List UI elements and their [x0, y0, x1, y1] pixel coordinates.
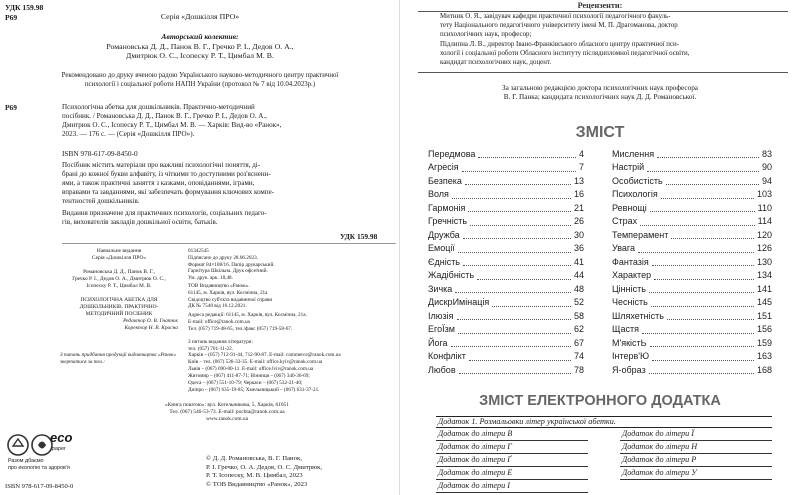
toc-entry	[612, 174, 772, 187]
toc-entry-page: 62	[573, 324, 584, 335]
toc-entry-page: 58	[573, 310, 584, 321]
toc-entry-title: Цінність	[612, 283, 646, 294]
toc-entry	[428, 282, 584, 295]
toc-entry-title: Фантазія	[612, 256, 649, 267]
code-mid: Р69	[5, 103, 17, 112]
toc-entry-title: Гречність	[428, 216, 468, 227]
toc-leader-dots	[477, 279, 571, 280]
publisher: ТОВ Видавництво «Ранок». 61145, м. Харків, вул. Космічна, 21а Свідоцтво суб'єкта видавничої справи ДК № 7548 від 16.12.2021.	[188, 283, 273, 310]
toc-leader-dots	[649, 373, 754, 374]
supplement-item-rule	[620, 466, 772, 467]
toc-entry-title: Темперамент	[612, 229, 669, 240]
toc-entry-title: Особистість	[612, 175, 663, 186]
toc-entry-page: 151	[756, 310, 772, 321]
supplement-item-rule	[620, 479, 772, 480]
toc-entry	[428, 350, 584, 363]
toc-entry-page: 90	[761, 162, 772, 173]
toc-entry-page: 67	[573, 337, 584, 348]
toc-entry-page: 44	[573, 270, 584, 281]
supplement-item: Додаток до літери Е	[438, 468, 513, 477]
annotation: Посібник містить матеріали про важливі психологічні поняття, ді- брані до кожної букви алфавіту, із чіткими то доступними роз'ясненн- ями, а також практичні заняття з казками, оповіданнями, іграми, вправами та завданнями, які забезпечать формування ключових компе- тентностей дошкільників.	[62, 161, 275, 205]
toc-leader-dots	[458, 252, 571, 253]
toc-entry-page: 163	[756, 351, 772, 362]
toc-leader-dots	[667, 319, 754, 320]
toc-entry-page: 130	[756, 256, 772, 267]
supplement-item: Додаток до літери Ї	[622, 429, 694, 438]
isbn-mid: ISBN 978-617-09-8450-0	[62, 149, 138, 158]
toc-entry	[612, 188, 772, 201]
supplement-item: Додаток до літери У	[622, 468, 697, 477]
toc-entry	[428, 161, 584, 174]
toc-entry	[428, 174, 584, 187]
toc-entry-page: 13	[573, 175, 584, 186]
toc-entry-page: 159	[756, 337, 772, 348]
udk-bottom: УДК 159.98	[340, 232, 378, 241]
supplement-item: Додаток до літери Ґ	[438, 455, 511, 464]
toc-entry	[612, 282, 772, 295]
supplement-item-rule	[436, 440, 588, 441]
toc-leader-dots	[457, 319, 571, 320]
toc-entry	[612, 269, 772, 282]
toc-entry	[428, 269, 584, 282]
toc-entry-page: 134	[756, 270, 772, 281]
reviewers-top-rule	[418, 11, 788, 12]
supplement-item-rule	[436, 492, 588, 493]
toc-entry	[428, 242, 584, 255]
toc-entry-page: 126	[756, 243, 772, 254]
toc-entry-page: 168	[756, 364, 772, 375]
toc-entry	[428, 255, 584, 268]
toc-entry-page: 120	[756, 229, 772, 240]
general-editing: За загальною редакцією доктора психологічних наук професора В. Г. Панка; кандидата психологічних наук Д. Д. Романовської.	[502, 84, 698, 102]
toc-entry-title: Емоції	[428, 243, 455, 254]
imprint-right-top: 01342545 Підписано до друку 28.06.2023. Формат 84×108/16. Папір друкарський. Гарнітура Шкільна. Друк офсетний. Ум. друк. арк. 18,48.	[188, 248, 275, 281]
toc-entry-title: Мислення	[612, 148, 655, 159]
reviewer-2: Підлипна Л. В., директор Івано-Франківського обласного центру практичної пси- хології і соціальної роботи Обласного інституту післядипломної педагогічної освіти, кандидат психологічних наук, доцент.	[440, 41, 690, 66]
toc-entry-title: ЕгоЇзм	[428, 324, 455, 335]
toc-entry-title: Воля	[428, 189, 449, 200]
toc-entry-title: Гармонія	[428, 202, 466, 213]
toc-entry	[428, 201, 584, 214]
toc-leader-dots	[651, 306, 754, 307]
toc-leader-dots	[463, 238, 571, 239]
toc-entry-title: Шляхетність	[612, 310, 664, 321]
toc-entry-page: 141	[756, 283, 772, 294]
toc-entry	[428, 188, 584, 201]
toc-entry	[612, 201, 772, 214]
reviewers-bottom-rule	[418, 72, 788, 73]
toc-entry	[428, 323, 584, 336]
editors: Редактор О. В. Гнатюк Коректор Н. В. Красна	[123, 318, 178, 332]
toc-entry	[428, 363, 584, 376]
toc-entry-title: Ревнощі	[612, 202, 647, 213]
toc-leader-dots	[647, 171, 759, 172]
toc-entry-page: 74	[573, 351, 584, 362]
contacts: Адреса редакції: 61145, м. Харків, вул. Космічна, 21а. E-mail: office@ranok.com.ua Тел. (057) 719-48-65, тел./факс (057) 719-58-67. З питань видання літератури: тел. (057) 701-11-22.	[188, 312, 307, 352]
toc-entry-title: Інтерв'Ю	[612, 351, 650, 362]
supplement-item: Додаток до літери Н	[622, 442, 698, 451]
toc-entry-page: 114	[757, 216, 772, 227]
toc-entry-title: Любов	[428, 364, 456, 375]
toc-entry-title: Страх	[612, 216, 638, 227]
toc-entry-page: 41	[573, 256, 584, 267]
supplement-item-rule	[436, 466, 588, 467]
supplement-item-rule	[436, 479, 588, 480]
toc-entry	[428, 296, 584, 309]
toc-entry	[612, 147, 772, 160]
toc-entry-title: Конфлікт	[428, 351, 466, 362]
toc-leader-dots	[671, 238, 754, 239]
toc-leader-dots	[650, 211, 755, 212]
supplement-item-rule	[620, 453, 772, 454]
bibliographic-description: Психологічна абетка для дошкільників. Практично-методичний посібник. / Романовська Д. Д., Панок В. Г., Гречко Р. І., Дедов О. А., Дмитрюк О. С., Ісопеску Р. Т., Цимбал М. В. — Харків: Вид-во «Ранок», 2023. — 176 с. — (Серія «Дошкілля ПРО»).	[62, 103, 282, 139]
toc-entry-page: 36	[573, 243, 584, 254]
toc-entry-page: 52	[573, 297, 584, 308]
supplement-intro: Додаток 1. Розмальовки літер української абетки.	[438, 417, 616, 426]
paper-label: paper	[52, 446, 66, 452]
toc-entry	[612, 161, 772, 174]
series-label: Серія «Дошкілля ПРО»	[160, 12, 240, 21]
toc-entry-page: 48	[573, 283, 584, 294]
toc-leader-dots	[650, 346, 754, 347]
toc-entry-page: 26	[573, 216, 584, 227]
toc-entry	[428, 228, 584, 241]
toc-entry-page: 4	[578, 148, 584, 159]
toc-leader-dots	[469, 360, 571, 361]
toc-entry-title: Увага	[612, 243, 635, 254]
supplement-intro-rule	[436, 427, 772, 428]
imprint-left: Навчальне видання Серія «Дошкілля ПРО» Романовська Д. Д., Панок В. Г., Гречко Р. І., Дедов О. А., Дмитрюк О. С., Ісопеску Р. Т., Цимбал М. В. ПСИХОЛОГІЧНА АБЕТКА ДЛЯ ДОШКІЛЬНИКІВ. ПРАКТИЧНО- МЕТОДИЧНИЙ ПОСІБНИК	[72, 248, 166, 318]
supplement-item-rule	[436, 453, 588, 454]
toc-entry-title: Зичка	[428, 283, 453, 294]
toc-leader-dots	[478, 157, 576, 158]
toc-entry-page: 7	[578, 162, 584, 173]
toc-entry-page: 103	[756, 189, 772, 200]
toc-entry	[612, 228, 772, 241]
toc-title: ЗМІСТ	[575, 124, 625, 141]
toc-leader-dots	[661, 198, 754, 199]
toc-entry	[612, 323, 772, 336]
toc-entry-page: 30	[573, 229, 584, 240]
contents-page	[400, 0, 800, 495]
toc-leader-dots	[452, 198, 571, 199]
toc-entry	[428, 215, 584, 228]
toc-leader-dots	[652, 265, 754, 266]
mail-order-shop: «Книга поштою»: вул. Котельникова, 5, Харків, 61051 Тел. (067) 546-53-73. E-mail: pochta@ranok.com.ua www.ranok.com.ua	[165, 402, 289, 423]
eco-tagline: Разом дбаємо про екологію та здоров'я	[8, 458, 70, 472]
toc-leader-dots	[640, 225, 755, 226]
toc-entry	[612, 309, 772, 322]
toc-entry-title: ДискрИмінація	[428, 297, 490, 308]
authors-list: Романовська Д. Д., Панок В. Г., Гречко Р. І., Дедов О. А., Дмитрюк О. С., Ісопеску Р. Т., Цимбал М. В.	[106, 42, 294, 61]
supplement-item-rule	[620, 440, 772, 441]
toc-entry	[428, 309, 584, 322]
toc-leader-dots	[657, 157, 759, 158]
toc-entry	[612, 350, 772, 363]
toc-entry-title: Передмова	[428, 148, 476, 159]
toc-entry-title: Ілюзія	[428, 310, 454, 321]
toc-entry-title: Агресія	[428, 162, 459, 173]
toc-leader-dots	[459, 373, 571, 374]
toc-entry	[612, 363, 772, 376]
toc-leader-dots	[451, 346, 571, 347]
isbn-bottom: ISBN 978-617-09-8450-0	[5, 483, 74, 490]
toc-entry-page: 110	[757, 202, 772, 213]
toc-entry	[612, 255, 772, 268]
toc-entry-title: Характер	[612, 270, 652, 281]
toc-leader-dots	[654, 279, 754, 280]
recommendation: Рекомендовано до друку вченою радою Українського науково-методичного центру практичної психології і соціальної роботи НАПН України (протокол № 7 від 10.04.2023р.)	[61, 72, 339, 88]
toc-leader-dots	[463, 265, 571, 266]
supplement-item: Додаток до літери В	[438, 429, 513, 438]
toc-entry-title: Я-образ	[612, 364, 646, 375]
toc-leader-dots	[465, 184, 571, 185]
toc-entry-title: Єдність	[428, 256, 461, 267]
reviewer-1: Митник О. Я., завідувач кафедри практичної психології педагогічного факуль- тету Національного педагогічного університету імені М. П. Драгоманова, доктор психологічних наук, професор;	[440, 13, 678, 38]
toc-entry-page: 78	[573, 364, 584, 375]
toc-leader-dots	[649, 292, 754, 293]
toc-entry	[612, 242, 772, 255]
toc-entry-title: Дружба	[428, 229, 460, 240]
toc-entry-page: 156	[756, 324, 772, 335]
toc-leader-dots	[638, 252, 754, 253]
udk-top: УДК 159.98	[5, 3, 44, 12]
reviewers-title: Рецензенти:	[577, 1, 623, 10]
toc-entry	[428, 336, 584, 349]
toc-leader-dots	[462, 171, 576, 172]
authors-title: Авторський колектив:	[161, 32, 239, 41]
code-top: Р69	[5, 13, 18, 22]
supplement-item: Додаток до літери Р	[622, 455, 697, 464]
toc-leader-dots	[470, 225, 571, 226]
toc-leader-dots	[492, 306, 571, 307]
toc-entry-title: Настрій	[612, 162, 645, 173]
toc-entry-page: 94	[761, 175, 772, 186]
toc-entry-title: Чесність	[612, 297, 648, 308]
toc-entry-page: 83	[761, 148, 772, 159]
toc-leader-dots	[455, 292, 571, 293]
offices-title: З питань придбання продукції видавництва «Ранок» звертатися за тел.:	[60, 352, 177, 365]
toc-entry	[428, 147, 584, 160]
supplement-item: Додаток до літери Г	[438, 442, 512, 451]
supplement-item: Додаток до літери І	[438, 481, 510, 490]
toc-leader-dots	[642, 333, 754, 334]
toc-entry-title: Йога	[428, 337, 448, 348]
toc-entry-page: 21	[573, 202, 584, 213]
offices: Харків – (057) 712-91-44, 712-90-87. E-mail: commerce@ranok.com.ua Київ – тел. (067) 536-33-35. E-mail: office.kyiv@ranok.com.ua Львів – (067) 690-00-11. E-mail: office.lviv@ranok.com.ua Житомир – (067) 411-87-71; Вінниця – (067) 340-36-69; Одеса – (067) 551-10-79; Черкаси – (067) 532-21-40; Дніпро – (067) 635-19-85; Хмельницький – (067) 631-37-21.	[188, 352, 341, 394]
supplement-title: ЗМІСТ ЕЛЕКТРОННОГО ДОДАТКА	[479, 393, 721, 409]
copyright: © Д. Д. Романовська, В. Г. Панок, Р. І. Гречко, О. А. Дедов, О. С. Дмитрюк, Р. Т. Ісопеску, М. В. Цимбал, 2023 © ТОВ Видавництво «Ранок», 2023	[206, 455, 323, 489]
toc-leader-dots	[458, 333, 571, 334]
divider	[62, 243, 396, 244]
purpose: Видання призначене для практичних психологів, соціальних педаго- гів, вихователів закладів дошкільної освіти, батьків.	[62, 209, 267, 226]
toc-entry-title: Безпека	[428, 175, 462, 186]
toc-entry-page: 145	[756, 297, 772, 308]
toc-entry-title: Щастя	[612, 324, 640, 335]
toc-entry	[612, 215, 772, 228]
toc-entry	[612, 336, 772, 349]
toc-entry-title: Психологія	[612, 189, 658, 200]
toc-leader-dots	[666, 184, 759, 185]
toc-leader-dots	[468, 211, 571, 212]
toc-entry-title: Жадібність	[428, 270, 475, 281]
toc-entry	[612, 296, 772, 309]
toc-leader-dots	[652, 360, 754, 361]
toc-entry-page: 16	[573, 189, 584, 200]
toc-entry-title: М'якістЬ	[612, 337, 647, 348]
eco-label: eco	[50, 430, 73, 445]
